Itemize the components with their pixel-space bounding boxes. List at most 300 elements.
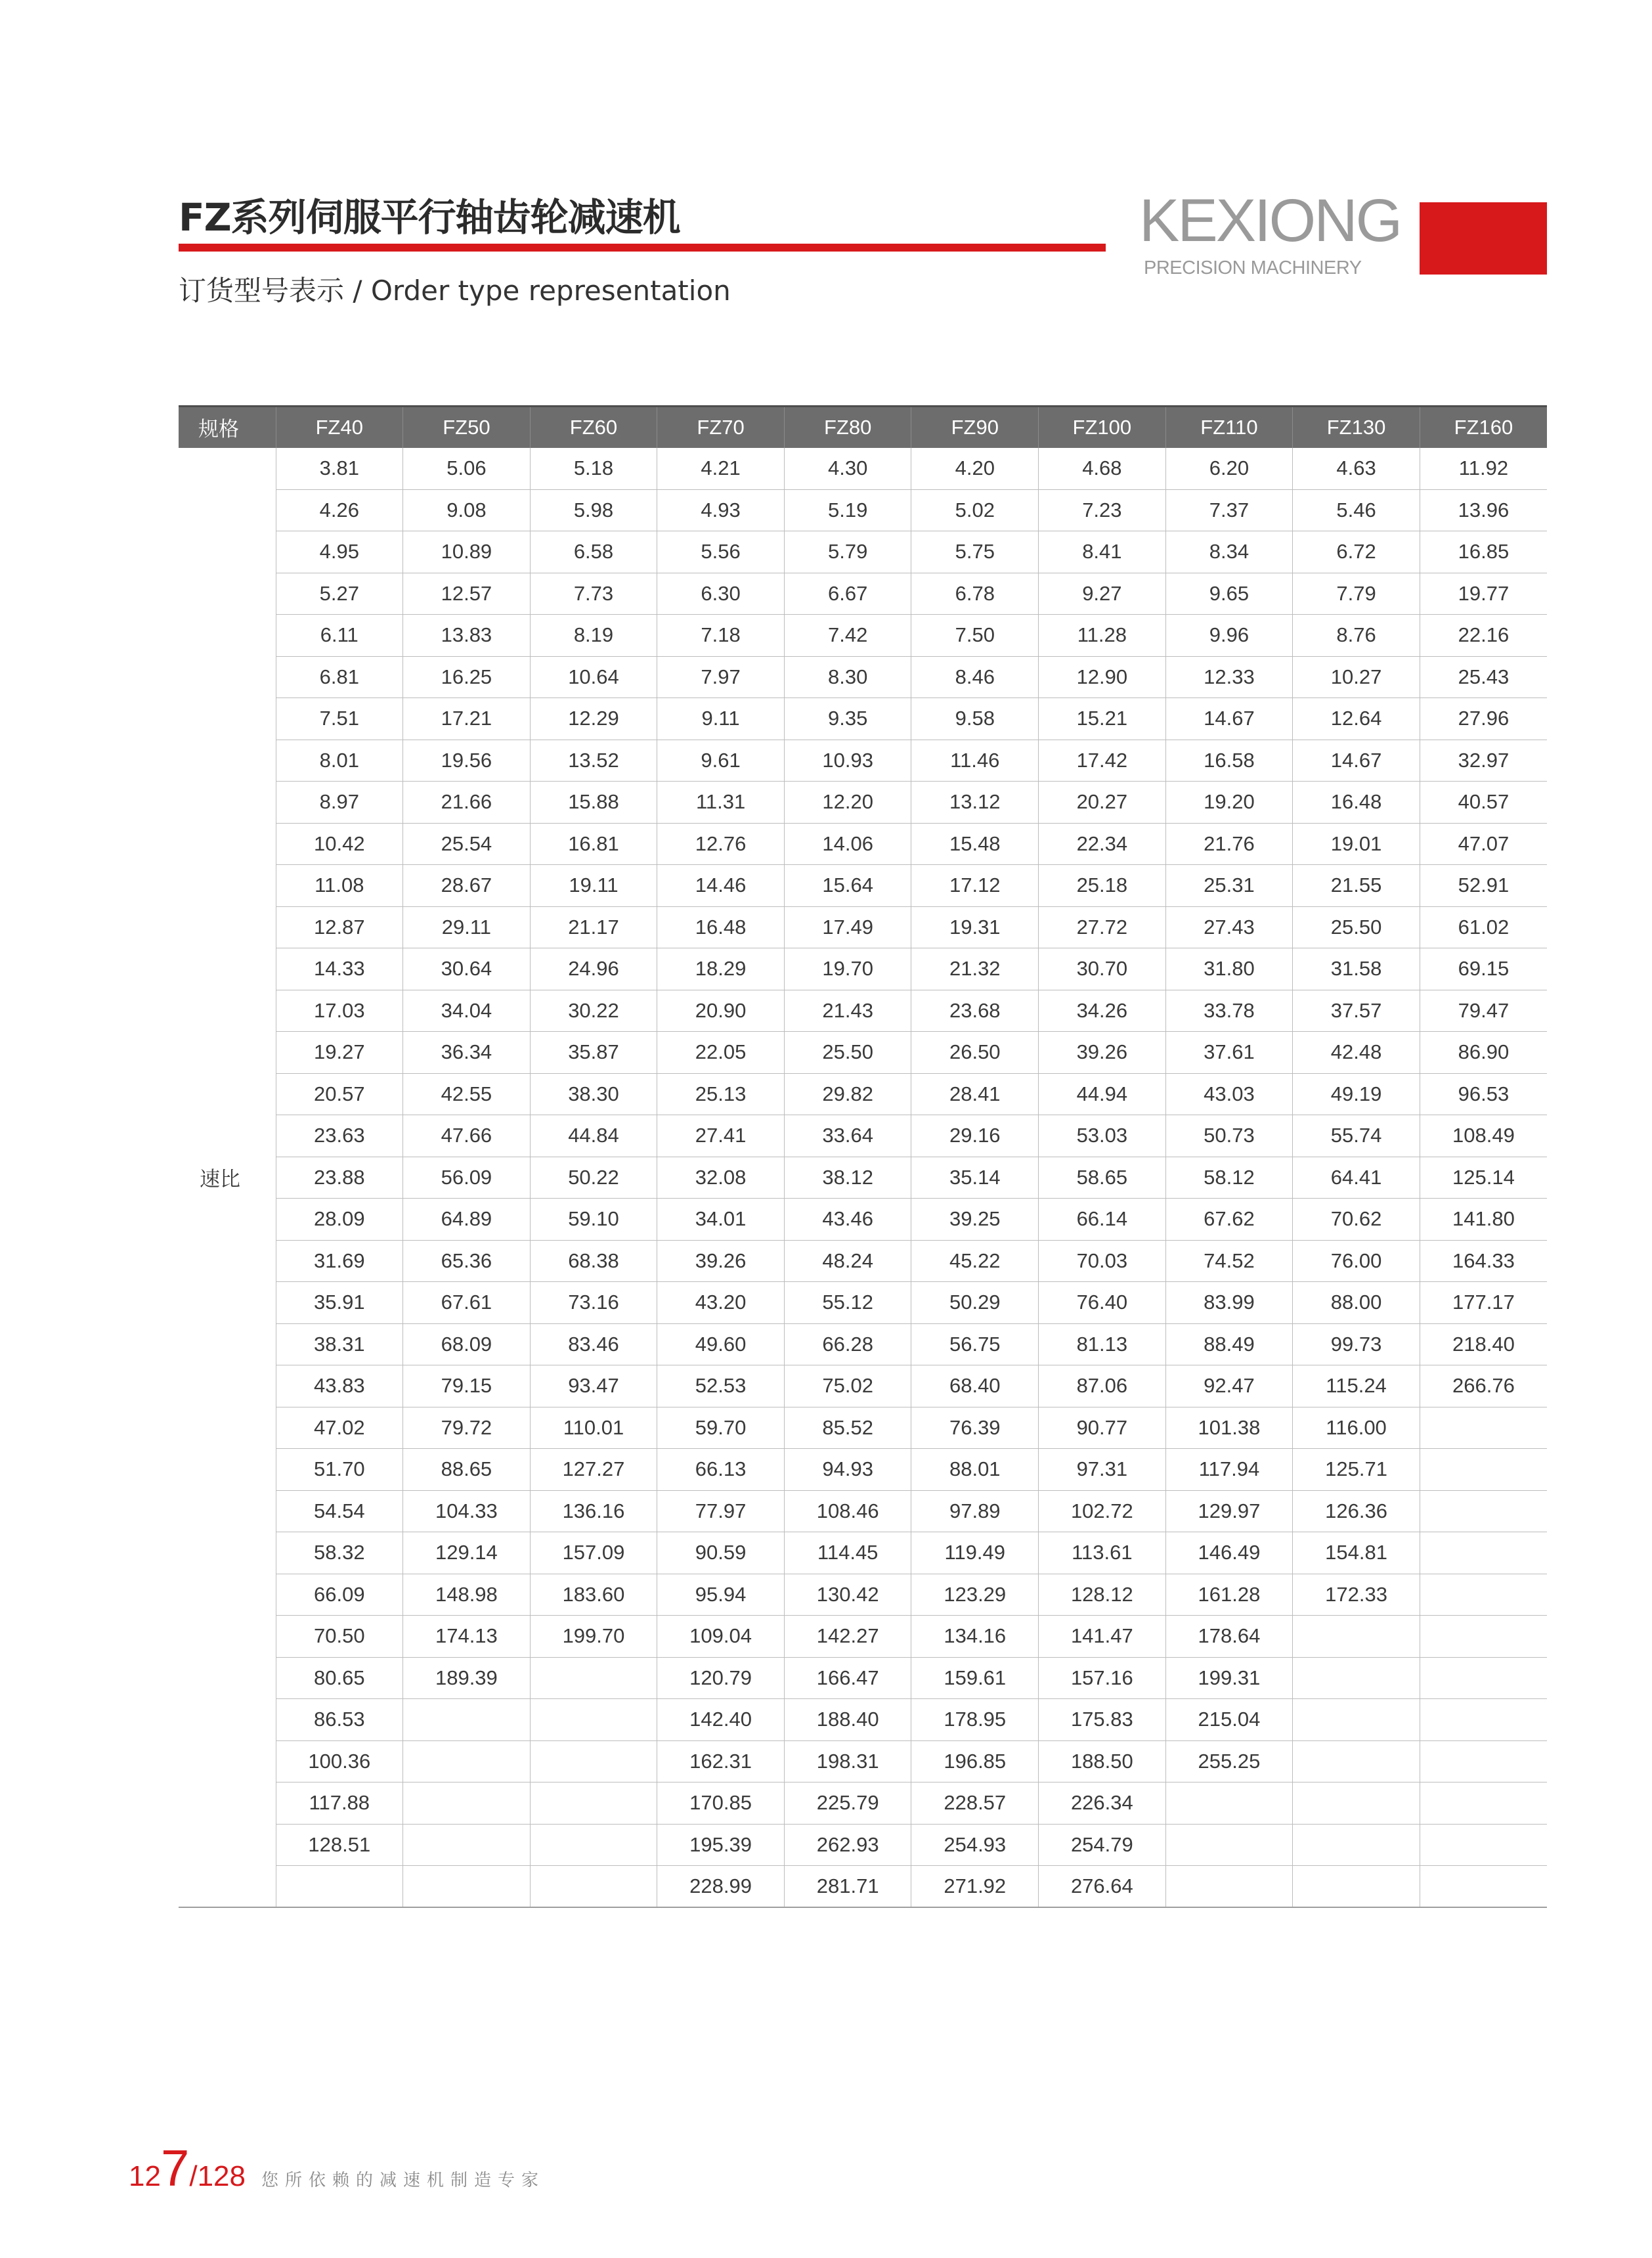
table-cell: 32.08 [657, 1157, 785, 1199]
table-cell: 175.83 [1039, 1699, 1166, 1741]
table-cell: 43.46 [784, 1199, 911, 1241]
table-cell: 19.11 [530, 865, 657, 907]
table-row [179, 1490, 1547, 1532]
table-cell: 262.93 [784, 1824, 911, 1866]
table-cell [403, 1824, 531, 1866]
table-cell: 128.51 [276, 1824, 403, 1866]
table-cell: 32.97 [1420, 740, 1547, 782]
table-cell: 12.90 [1039, 656, 1166, 698]
table-cell: 10.89 [403, 531, 531, 573]
table-cell: 40.57 [1420, 782, 1547, 824]
table-cell: 31.58 [1293, 948, 1420, 990]
table-row [179, 1282, 1547, 1324]
table-cell: 34.04 [403, 990, 531, 1032]
table-cell: 12.33 [1165, 656, 1293, 698]
table-cell: 43.20 [657, 1282, 785, 1324]
table-cell: 67.61 [403, 1282, 531, 1324]
table-cell: 12.76 [657, 823, 785, 865]
table-cell: 19.70 [784, 948, 911, 990]
table-cell [1293, 1740, 1420, 1782]
table-cell: 83.99 [1165, 1282, 1293, 1324]
column-header: FZ100 [1039, 407, 1166, 448]
table-cell: 110.01 [530, 1407, 657, 1449]
brand-color-block [1420, 202, 1547, 275]
table-cell: 29.16 [911, 1115, 1039, 1157]
table-cell: 6.72 [1293, 531, 1420, 573]
column-header: FZ50 [403, 407, 531, 448]
table-cell: 70.62 [1293, 1199, 1420, 1241]
table-cell: 64.89 [403, 1199, 531, 1241]
table-cell: 125.14 [1420, 1157, 1547, 1199]
table-cell: 4.95 [276, 531, 403, 573]
table-cell: 14.67 [1165, 698, 1293, 740]
table-row [179, 1574, 1547, 1616]
table-cell: 49.19 [1293, 1073, 1420, 1115]
table-cell: 9.35 [784, 698, 911, 740]
table-cell: 39.26 [657, 1240, 785, 1282]
table-cell: 97.89 [911, 1490, 1039, 1532]
table-cell: 19.31 [911, 906, 1039, 948]
table-cell: 130.42 [784, 1574, 911, 1616]
table-cell [1420, 1824, 1547, 1866]
table-cell: 9.58 [911, 698, 1039, 740]
column-header: FZ40 [276, 407, 403, 448]
table-cell [1420, 1657, 1547, 1699]
table-cell: 22.34 [1039, 823, 1166, 865]
table-cell: 25.54 [403, 823, 531, 865]
table-cell: 266.76 [1420, 1365, 1547, 1407]
table-cell: 16.48 [657, 906, 785, 948]
table-row [179, 1866, 1547, 1908]
table-row [179, 865, 1547, 907]
table-row [179, 948, 1547, 990]
table-cell: 38.12 [784, 1157, 911, 1199]
table-cell: 28.41 [911, 1073, 1039, 1115]
column-header: FZ110 [1165, 407, 1293, 448]
column-header: FZ160 [1420, 407, 1547, 448]
table-cell: 56.75 [911, 1323, 1039, 1365]
table-cell: 7.42 [784, 615, 911, 657]
table-cell: 79.47 [1420, 990, 1547, 1032]
table-row [179, 1115, 1547, 1157]
table-cell: 108.46 [784, 1490, 911, 1532]
table-cell: 76.00 [1293, 1240, 1420, 1282]
table-cell: 19.56 [403, 740, 531, 782]
table-cell: 52.53 [657, 1365, 785, 1407]
title-underline [179, 244, 1106, 252]
table-cell [530, 1866, 657, 1908]
table-cell: 25.31 [1165, 865, 1293, 907]
table-cell: 20.57 [276, 1073, 403, 1115]
table-cell: 30.64 [403, 948, 531, 990]
table-cell: 281.71 [784, 1866, 911, 1908]
table-cell: 14.46 [657, 865, 785, 907]
table-cell [530, 1782, 657, 1825]
table-cell: 123.29 [911, 1574, 1039, 1616]
table-row [179, 1199, 1547, 1241]
table-cell [276, 1866, 403, 1908]
table-cell: 255.25 [1165, 1740, 1293, 1782]
table-cell: 113.61 [1039, 1532, 1166, 1574]
table-row [179, 906, 1547, 948]
table-cell: 12.87 [276, 906, 403, 948]
table-row [179, 698, 1547, 740]
table-cell: 35.91 [276, 1282, 403, 1324]
page-subtitle: 订货型号表示 / Order type representation [179, 275, 731, 307]
page-title: FZ系列伺服平行轴齿轮减速机 [179, 195, 680, 240]
column-header: FZ80 [784, 407, 911, 448]
table-cell: 38.30 [530, 1073, 657, 1115]
table-row [179, 656, 1547, 698]
table-row [179, 1323, 1547, 1365]
table-cell: 11.31 [657, 782, 785, 824]
table-cell: 36.34 [403, 1032, 531, 1074]
table-cell: 13.12 [911, 782, 1039, 824]
table-cell [1420, 1407, 1547, 1449]
table-cell: 17.12 [911, 865, 1039, 907]
table-cell: 117.94 [1165, 1449, 1293, 1491]
table-row [179, 615, 1547, 657]
table-cell: 162.31 [657, 1740, 785, 1782]
table-row [179, 740, 1547, 782]
table-cell: 90.59 [657, 1532, 785, 1574]
table-cell: 75.02 [784, 1365, 911, 1407]
table-cell: 8.30 [784, 656, 911, 698]
table-cell: 7.18 [657, 615, 785, 657]
table-cell: 45.22 [911, 1240, 1039, 1282]
table-cell: 6.20 [1165, 448, 1293, 490]
table-cell: 58.12 [1165, 1157, 1293, 1199]
table-cell: 166.47 [784, 1657, 911, 1699]
table-cell: 4.21 [657, 448, 785, 490]
table-cell: 61.02 [1420, 906, 1547, 948]
table-cell: 19.27 [276, 1032, 403, 1074]
table-cell: 16.58 [1165, 740, 1293, 782]
table-cell: 6.67 [784, 573, 911, 615]
table-cell: 188.40 [784, 1699, 911, 1741]
table-cell: 226.34 [1039, 1782, 1166, 1825]
table-cell: 68.38 [530, 1240, 657, 1282]
table-cell [1165, 1782, 1293, 1825]
table-cell: 88.49 [1165, 1323, 1293, 1365]
table-cell: 19.20 [1165, 782, 1293, 824]
table-cell: 23.68 [911, 990, 1039, 1032]
table-cell: 159.61 [911, 1657, 1039, 1699]
table-cell: 6.58 [530, 531, 657, 573]
table-row [179, 1032, 1547, 1074]
table-cell: 50.22 [530, 1157, 657, 1199]
table-cell: 15.64 [784, 865, 911, 907]
table-cell: 79.15 [403, 1365, 531, 1407]
table-cell [1293, 1866, 1420, 1908]
table-cell: 26.50 [911, 1032, 1039, 1074]
table-cell: 114.45 [784, 1532, 911, 1574]
table-cell: 5.79 [784, 531, 911, 573]
table-cell: 146.49 [1165, 1532, 1293, 1574]
table-header-row [179, 407, 1547, 448]
table-cell: 5.19 [784, 489, 911, 531]
table-cell: 54.54 [276, 1490, 403, 1532]
table-cell: 142.40 [657, 1699, 785, 1741]
table-cell: 11.92 [1420, 448, 1547, 490]
table-cell: 33.64 [784, 1115, 911, 1157]
table-cell: 126.36 [1293, 1490, 1420, 1532]
table-cell: 228.57 [911, 1782, 1039, 1825]
table-cell: 15.21 [1039, 698, 1166, 740]
table-cell: 25.13 [657, 1073, 785, 1115]
table-cell: 254.93 [911, 1824, 1039, 1866]
table-cell [403, 1782, 531, 1825]
table-cell: 47.66 [403, 1115, 531, 1157]
table-cell: 8.41 [1039, 531, 1166, 573]
table-cell: 31.69 [276, 1240, 403, 1282]
table-cell: 21.17 [530, 906, 657, 948]
table-cell: 101.38 [1165, 1407, 1293, 1449]
table-cell: 66.28 [784, 1323, 911, 1365]
brand-logo-tagline: PRECISION MACHINERY [1144, 257, 1362, 278]
table-cell: 6.30 [657, 573, 785, 615]
table-cell: 120.79 [657, 1657, 785, 1699]
column-header: FZ60 [530, 407, 657, 448]
table-cell: 5.27 [276, 573, 403, 615]
table-cell: 52.91 [1420, 865, 1547, 907]
table-cell: 129.14 [403, 1532, 531, 1574]
table-cell [1293, 1782, 1420, 1825]
table-cell: 49.60 [657, 1323, 785, 1365]
table-cell: 254.79 [1039, 1824, 1166, 1866]
table-row [179, 1782, 1547, 1825]
table-cell: 39.26 [1039, 1032, 1166, 1074]
table-cell: 15.48 [911, 823, 1039, 865]
table-cell: 7.50 [911, 615, 1039, 657]
table-cell: 27.96 [1420, 698, 1547, 740]
table-cell: 8.46 [911, 656, 1039, 698]
table-cell: 20.90 [657, 990, 785, 1032]
table-cell: 76.39 [911, 1407, 1039, 1449]
table-cell: 34.26 [1039, 990, 1166, 1032]
table-cell [530, 1824, 657, 1866]
table-cell: 157.16 [1039, 1657, 1166, 1699]
table-cell: 172.33 [1293, 1574, 1420, 1616]
brand-logo-name: KEXIONG [1139, 187, 1401, 254]
table-cell: 66.13 [657, 1449, 785, 1491]
column-header: FZ70 [657, 407, 785, 448]
table-cell: 8.01 [276, 740, 403, 782]
table-cell: 199.31 [1165, 1657, 1293, 1699]
table-cell: 37.61 [1165, 1032, 1293, 1074]
table-cell: 59.10 [530, 1199, 657, 1241]
table-cell: 13.83 [403, 615, 531, 657]
table-cell: 88.65 [403, 1449, 531, 1491]
table-cell: 13.52 [530, 740, 657, 782]
table-cell: 10.93 [784, 740, 911, 782]
table-cell: 27.43 [1165, 906, 1293, 948]
table-cell: 183.60 [530, 1574, 657, 1616]
table-cell: 188.50 [1039, 1740, 1166, 1782]
table-cell: 8.19 [530, 615, 657, 657]
table-row [179, 1699, 1547, 1741]
table-cell: 73.16 [530, 1282, 657, 1324]
page-footer [129, 2139, 545, 2197]
table-cell: 5.98 [530, 489, 657, 531]
table-cell: 161.28 [1165, 1574, 1293, 1616]
table-cell: 67.62 [1165, 1199, 1293, 1241]
table-cell: 43.03 [1165, 1073, 1293, 1115]
table-row [179, 1824, 1547, 1866]
table-cell: 12.57 [403, 573, 531, 615]
table-cell: 4.63 [1293, 448, 1420, 490]
table-cell: 74.52 [1165, 1240, 1293, 1282]
table-row [179, 448, 1547, 490]
table-cell: 34.01 [657, 1199, 785, 1241]
table-cell: 5.02 [911, 489, 1039, 531]
table-cell [1420, 1490, 1547, 1532]
table-cell: 27.72 [1039, 906, 1166, 948]
table-cell [530, 1657, 657, 1699]
table-cell [1293, 1657, 1420, 1699]
table-cell [1420, 1866, 1547, 1908]
table-cell: 178.64 [1165, 1616, 1293, 1658]
table-cell: 68.40 [911, 1365, 1039, 1407]
page-number-current: 7 [160, 2139, 190, 2197]
table-cell: 10.27 [1293, 656, 1420, 698]
column-header: FZ90 [911, 407, 1039, 448]
table-cell: 3.81 [276, 448, 403, 490]
table-cell: 64.41 [1293, 1157, 1420, 1199]
table-cell: 11.08 [276, 865, 403, 907]
table-cell: 129.97 [1165, 1490, 1293, 1532]
table-cell: 5.06 [403, 448, 531, 490]
table-cell: 25.50 [1293, 906, 1420, 948]
table-cell: 29.82 [784, 1073, 911, 1115]
table-cell: 14.67 [1293, 740, 1420, 782]
table-cell: 116.00 [1293, 1407, 1420, 1449]
table-cell: 30.70 [1039, 948, 1166, 990]
table-cell: 9.96 [1165, 615, 1293, 657]
table-cell [1420, 1532, 1547, 1574]
table-cell: 22.05 [657, 1032, 785, 1074]
table-cell: 196.85 [911, 1740, 1039, 1782]
table-cell: 154.81 [1293, 1532, 1420, 1574]
table-cell: 6.78 [911, 573, 1039, 615]
table-row [179, 1616, 1547, 1658]
table-cell: 43.83 [276, 1365, 403, 1407]
table-cell [1420, 1574, 1547, 1616]
table-row [179, 1407, 1547, 1449]
table-cell: 178.95 [911, 1699, 1039, 1741]
table-cell [1293, 1616, 1420, 1658]
table-cell: 24.96 [530, 948, 657, 990]
table-cell: 141.80 [1420, 1199, 1547, 1241]
table-cell: 276.64 [1039, 1866, 1166, 1908]
table-cell: 108.49 [1420, 1115, 1547, 1157]
table-cell: 6.11 [276, 615, 403, 657]
table-cell: 8.76 [1293, 615, 1420, 657]
table-cell: 11.28 [1039, 615, 1166, 657]
table-cell: 102.72 [1039, 1490, 1166, 1532]
table-cell: 17.03 [276, 990, 403, 1032]
table-cell: 7.51 [276, 698, 403, 740]
table-cell: 33.78 [1165, 990, 1293, 1032]
table-cell: 215.04 [1165, 1699, 1293, 1741]
table-cell: 9.08 [403, 489, 531, 531]
table-cell: 164.33 [1420, 1240, 1547, 1282]
table-cell: 51.70 [276, 1449, 403, 1491]
table-cell: 92.47 [1165, 1365, 1293, 1407]
footer-slogan: 您所依赖的减速机制造专家 [261, 2171, 545, 2190]
table-cell: 17.21 [403, 698, 531, 740]
table-cell: 44.94 [1039, 1073, 1166, 1115]
table-cell: 16.25 [403, 656, 531, 698]
table-cell: 127.27 [530, 1449, 657, 1491]
table-cell: 6.81 [276, 656, 403, 698]
table-cell: 148.98 [403, 1574, 531, 1616]
table-cell: 189.39 [403, 1657, 531, 1699]
table-cell: 11.46 [911, 740, 1039, 782]
table-row [179, 1532, 1547, 1574]
table-cell: 35.87 [530, 1032, 657, 1074]
table-cell: 42.55 [403, 1073, 531, 1115]
table-cell [403, 1740, 531, 1782]
table-cell: 8.34 [1165, 531, 1293, 573]
table-row [179, 1240, 1547, 1282]
table-cell: 4.68 [1039, 448, 1166, 490]
table-cell: 44.84 [530, 1115, 657, 1157]
table-cell: 23.63 [276, 1115, 403, 1157]
table-cell: 99.73 [1293, 1323, 1420, 1365]
table-cell: 56.09 [403, 1157, 531, 1199]
table-row [179, 823, 1547, 865]
table-row [179, 489, 1547, 531]
table-cell: 177.17 [1420, 1282, 1547, 1324]
table-cell: 27.41 [657, 1115, 785, 1157]
table-cell: 38.31 [276, 1323, 403, 1365]
table-cell: 28.67 [403, 865, 531, 907]
table-cell: 30.22 [530, 990, 657, 1032]
table-cell: 117.88 [276, 1782, 403, 1825]
table-cell: 20.27 [1039, 782, 1166, 824]
table-cell: 10.42 [276, 823, 403, 865]
table-cell: 5.56 [657, 531, 785, 573]
table-cell: 47.07 [1420, 823, 1547, 865]
table-cell: 53.03 [1039, 1115, 1166, 1157]
table-cell: 157.09 [530, 1532, 657, 1574]
table-cell: 9.61 [657, 740, 785, 782]
table-cell: 37.57 [1293, 990, 1420, 1032]
table-cell: 13.96 [1420, 489, 1547, 531]
page-number-prefix: 12 [129, 2160, 161, 2192]
table-cell [1420, 1699, 1547, 1741]
table-cell: 93.47 [530, 1365, 657, 1407]
table-cell: 58.65 [1039, 1157, 1166, 1199]
table-cell: 19.01 [1293, 823, 1420, 865]
table-cell: 100.36 [276, 1740, 403, 1782]
table-cell: 69.15 [1420, 948, 1547, 990]
table-cell: 7.23 [1039, 489, 1166, 531]
table-cell: 48.24 [784, 1240, 911, 1282]
table-row [179, 1740, 1547, 1782]
table-cell: 85.52 [784, 1407, 911, 1449]
table-cell: 9.65 [1165, 573, 1293, 615]
table-cell: 90.77 [1039, 1407, 1166, 1449]
table-cell: 58.32 [276, 1532, 403, 1574]
table-cell: 29.11 [403, 906, 531, 948]
table-cell: 97.31 [1039, 1449, 1166, 1491]
table-cell [1420, 1740, 1547, 1782]
table-cell: 109.04 [657, 1616, 785, 1658]
table-cell: 16.85 [1420, 531, 1547, 573]
table-cell: 47.02 [276, 1407, 403, 1449]
